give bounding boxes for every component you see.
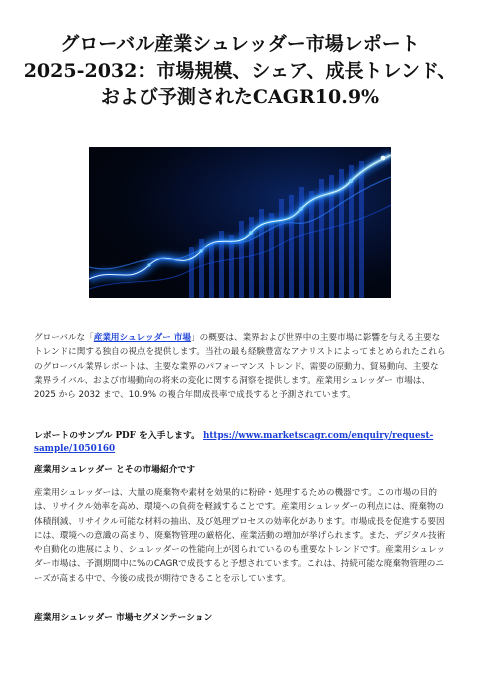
title-line-1: グローバル産業シュレッダー市場レポート [60, 33, 420, 55]
sample-request-link[interactable]: https://www.marketscagr.com/enquiry/request-sample/1050160 [34, 431, 434, 454]
sample-label: レポートのサンプル PDF を入手します。 [34, 431, 200, 441]
market-link[interactable]: 産業用シュレッダー 市場 [93, 333, 191, 343]
section-intro-paragraph: 産業用シュレッダーは、大量の廃棄物や素材を効果的に粉砕・処理するための機器です。この市場の目的は、リサイクル効率を高め、環境への負荷を軽減することです。産業用シュレッダーの利点には、廃棄物の体積削減、リサイクル可能な材料の抽出、及び処理プロセスの効率化があります。市場成長を促進する要因には、環境への意識の高まり、廃棄物管理の厳格化、産業活動の増加が挙げられます。また、デジタル技術や自動化の進展により、シュレッダーの性能向上が図られているのも重要なトレンドです。産業用シュレッダー市場は、予測期間中に%のCAGRで成長すると予想されています。これは、持続可能な廃棄物管理のニーズが高まる中で、今後の成長が期待できることを示しています。 [34, 488, 446, 584]
title-line-3: および予測されたCAGR10.9% [100, 86, 380, 108]
intro-paragraph [34, 331, 446, 402]
hero-image [89, 147, 391, 298]
sample-request-line [34, 430, 446, 456]
report-title [20, 31, 460, 111]
intro-prefix: グローバルな「 [34, 333, 94, 343]
section-heading-segmentation: 産業用シュレッダー 市場セグメンテーション [34, 613, 213, 623]
growth-glow-graphic [89, 147, 391, 298]
intro-body: 」の概要は、業界および世界中の主要市場に影響を与える主要なトレンドに関する独自の視点を提供します。当社の最も経験豊富なアナリストによってまとめられたこれらのグローバル業界レポートは、主要な業界のパフォーマンス トレンド、需要の原動力、貿易動向、主要な業界ライバル、および市場動向の将来の変化に関する洞察を提供します。産業用シュレッダー 市場は、2025 から 2032 まで、10.9% の複合年間成長率で成長すると予測されています。 [34, 333, 446, 401]
title-line-2: 2025-2032：市場規模、シェア、成長トレンド、 [23, 59, 457, 82]
section-heading-intro: 産業用シュレッダー とその市場紹介です [34, 465, 196, 475]
